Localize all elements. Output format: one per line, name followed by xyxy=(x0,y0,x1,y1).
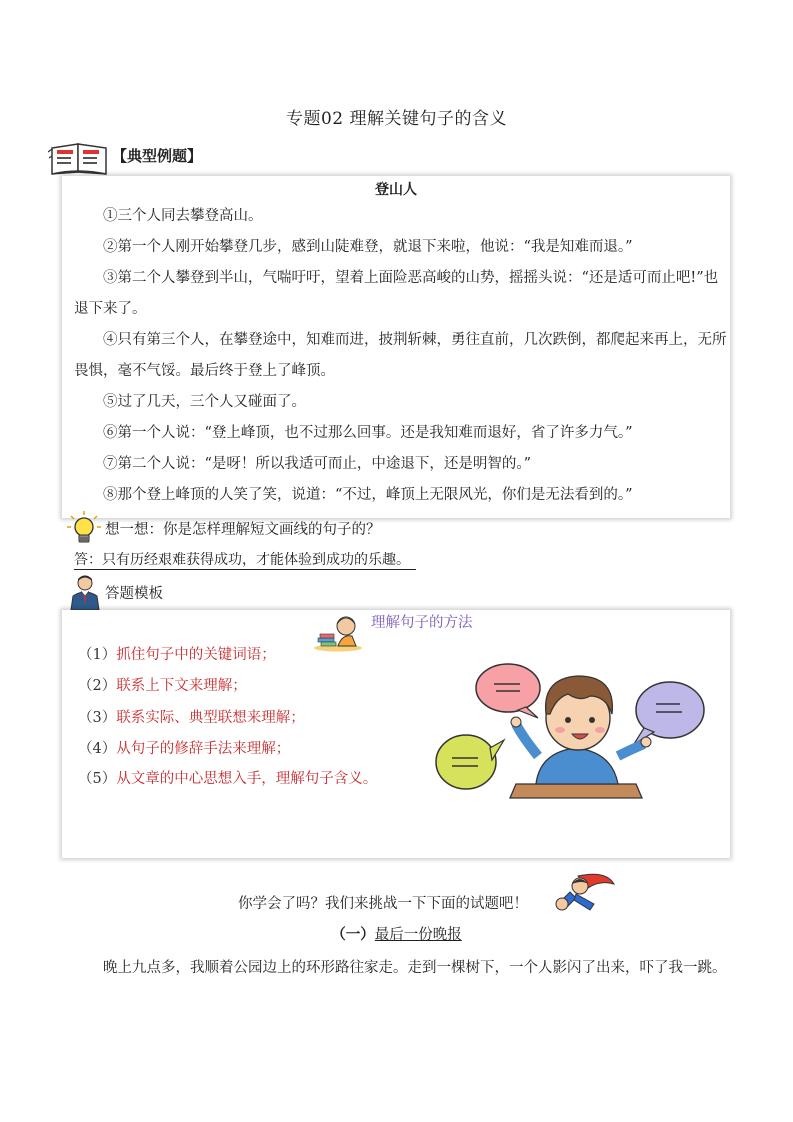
method-text: 联系上下文来理解； xyxy=(116,678,247,694)
story-paragraph: ②第一个人刚开始攀登几步，感到山陡难登，就退下来啦，他说：“我是知难而退。” xyxy=(103,239,633,255)
answer-text: 答：只有历经艰难获得成功，才能体验到成功的乐趣。 xyxy=(74,549,416,570)
section-label: 【典型例题】 xyxy=(112,147,203,165)
page-title: 专题02 理解关键句子的含义 xyxy=(285,109,508,129)
method-item xyxy=(78,643,276,664)
sub-section-title xyxy=(0,923,793,944)
story-paragraph: ③第二个人攀登到半山，气喘吁吁，望着上面险恶高峻的山势，摇摇头说：“还是适可而止吧!”也退下来了。 xyxy=(74,270,719,317)
method-number: （2） xyxy=(78,678,117,694)
sub-section-number: （一） xyxy=(331,926,375,943)
child-reading-icon xyxy=(312,612,368,652)
template-label: 答题模板 xyxy=(105,586,163,602)
story-paragraph: ⑤过了几天，三个人又碰面了。 xyxy=(103,394,306,410)
story-paragraph: ①三个人同去攀登高山。 xyxy=(103,208,263,224)
think-question: 想一想：你是怎样理解短文画线的句子的？ xyxy=(105,522,381,538)
method-text: 从句子的修辞手法来理解； xyxy=(116,741,291,757)
method-number: （1） xyxy=(78,647,117,663)
method-text: 联系实际、典型联想来理解； xyxy=(116,710,305,726)
body-paragraph: 晚上九点多，我顺着公园边上的环形路往家走。走到一棵树下，一个人影闪了出来，吓了我一跳。 xyxy=(103,960,727,976)
superhero-icon xyxy=(548,870,616,916)
challenge-text: 你学会了吗？我们来挑战一下下面的试题吧！ xyxy=(238,896,528,912)
method-item xyxy=(78,674,247,695)
story-paragraph: ⑥第一个人说：“登上峰顶，也不过那么回事。还是我知难而退好，省了许多力气。” xyxy=(103,425,633,441)
method-number: （4） xyxy=(78,741,117,757)
method-text: 抓住句子中的关键词语； xyxy=(116,647,276,663)
story-title: 登山人 xyxy=(375,182,417,198)
open-book-icon xyxy=(48,138,110,176)
speaking-boy-illustration xyxy=(430,652,720,802)
story-paragraph: ⑦第二个人说：“是呀！所以我适可而止，中途退下，还是明智的。” xyxy=(103,456,532,472)
method-number: （5） xyxy=(78,771,117,787)
story-paragraph: ⑧那个登上峰顶的人笑了笑，说道：“不过，峰顶上无限风光，你们是无法看到的。” xyxy=(103,487,633,503)
method-text: 从文章的中心思想入手，理解句子含义。 xyxy=(116,771,378,787)
method-title: 理解句子的方法 xyxy=(371,615,473,631)
lightbulb-icon xyxy=(66,510,102,546)
method-item xyxy=(78,737,290,758)
method-number: （3） xyxy=(78,710,117,726)
story-paragraph: ④只有第三个人，在攀登途中，知难而进，披荆斩棘，勇往直前，几次跌倒，都爬起来再上，无所畏惧，毫不气馁。最后终于登上了峰顶。 xyxy=(74,332,727,379)
method-item xyxy=(78,706,305,727)
sub-section-name: 最后一份晚报 xyxy=(374,927,462,943)
method-item xyxy=(78,767,377,788)
teacher-icon xyxy=(68,574,102,610)
